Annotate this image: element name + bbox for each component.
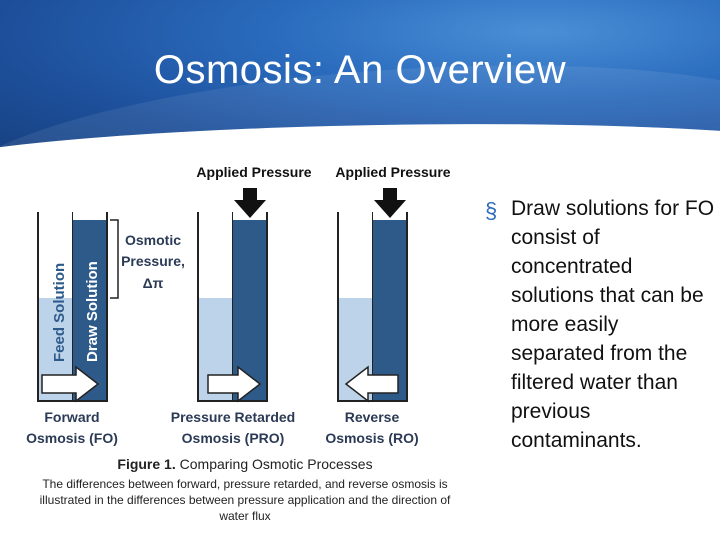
osmosis-figure xyxy=(0,160,470,460)
feed-solution-label: Feed Solution xyxy=(51,262,68,362)
ro-label-line2: Osmosis (RO) xyxy=(325,430,419,446)
caption-title-line xyxy=(30,456,460,472)
osmotic-label-line2: Pressure, xyxy=(121,253,185,269)
fo-label-line2: Osmosis (FO) xyxy=(26,430,118,446)
draw-solution-label: Draw Solution xyxy=(84,261,101,362)
ro-pressure-arrow-icon xyxy=(374,188,406,218)
ro-draw-fill xyxy=(373,220,406,400)
osmotic-label-symbol: Δπ xyxy=(142,275,164,291)
caption-title: Comparing Osmotic Processes xyxy=(175,456,373,472)
slide-title: Osmosis: An Overview xyxy=(153,48,567,92)
caption-description: The differences between forward, pressure retarded, and reverse osmosis is illustrated in the differences between pressure application and the direction of water flux xyxy=(39,477,451,523)
ro-tube xyxy=(338,188,407,401)
pro-label-line1: Pressure Retarded xyxy=(170,409,296,425)
figure-caption xyxy=(30,456,460,524)
pro-tube xyxy=(198,188,267,401)
s-bullet-icon: § xyxy=(485,198,498,223)
applied-pressure-label-2: Applied Pressure xyxy=(335,164,451,180)
pro-pressure-arrow-icon xyxy=(234,188,266,218)
ro-label-line1: Reverse xyxy=(344,409,400,425)
pro-label-line2: Osmosis (PRO) xyxy=(181,430,285,446)
applied-pressure-label-1: Applied Pressure xyxy=(196,164,312,180)
fo-label-line1: Forward xyxy=(44,409,100,425)
osmotic-bracket xyxy=(110,220,118,298)
fo-tube xyxy=(38,212,185,401)
bullet-text: Draw solutions for FO consist of concentrated solutions that can be more easily separated from the filtered water than previous contaminants. xyxy=(511,197,715,452)
osmotic-label-line1: Osmotic xyxy=(124,232,182,248)
caption-label: Figure 1. xyxy=(117,456,176,472)
